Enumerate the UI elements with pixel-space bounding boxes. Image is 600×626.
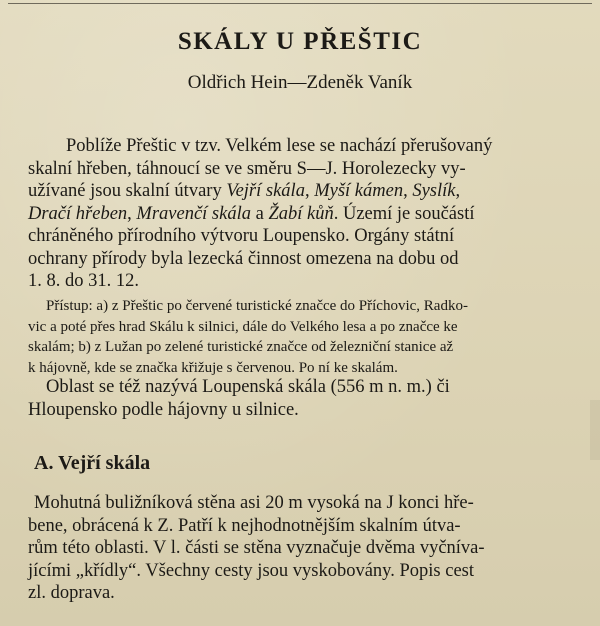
text-line: ochrany přírody byla lezecká činnost omezena na dobu od (28, 248, 459, 269)
text-line: vic a poté přes hrad Skálu k silnici, dále do Velkého lesa a po značce ke (28, 318, 458, 335)
section-heading: A. Vejří skála (34, 452, 151, 474)
top-rule (8, 3, 592, 4)
text-line: Přístup: a) z Přeštic po červené turistické značce do Příchovic, Radko- (46, 298, 468, 314)
text-line: k hájovně, kde se značka křižuje s červenou. Po ní ke skalám. (28, 359, 398, 376)
intro-paragraph (28, 135, 588, 293)
text-line: chráněného přírodního výtvoru Loupensko. Orgány státní (28, 226, 455, 246)
bleed-through-shadow (590, 400, 600, 460)
text-line: zl. doprava. (28, 583, 115, 603)
text-line: skalám; b) z Lužan po zelené turistické značce od železniční stanice až (28, 339, 454, 355)
text-line: Hloupensko podle hájovny u silnice. (28, 399, 299, 420)
authors: Oldřich Hein—Zdeněk Vaník (187, 72, 413, 93)
text-line: Oblast se též nazývá Loupenská skála (556 m n. m.) či (46, 377, 450, 397)
text-line: 1. 8. do 31. 12. (28, 271, 139, 291)
text-line: rům této oblasti. V l. části se stěna vyznačuje dvěma vyčníva- (28, 538, 485, 558)
section-paragraph (28, 492, 588, 605)
area-paragraph (28, 376, 588, 421)
text-line: Mohutná buližníková stěna asi 20 m vysoká na J konci hře- (34, 493, 474, 513)
access-paragraph (28, 296, 588, 378)
page-title: SKÁLY U PŘEŠTIC (177, 28, 423, 55)
text-line: bene, obrácená k Z. Patří k nejhodnotnějším skalním útva- (28, 515, 461, 536)
text-line: užívané jsou skalní útvary Vejří skála, Myší kámen, Syslík, (28, 181, 461, 201)
text-line: Dračí hřeben, Mravenčí skála a Žabí kůň. Území je součástí (28, 203, 475, 224)
text-line: Poblíže Přeštic v tzv. Velkém lese se nachází přerušovaný (66, 136, 493, 156)
text-line: jícími „křídly“. Všechny cesty jsou vyskobovány. Popis cest (28, 560, 474, 581)
text-line: skalní hřeben, táhnoucí se ve směru S—J. Horolezecky vy- (28, 158, 466, 179)
